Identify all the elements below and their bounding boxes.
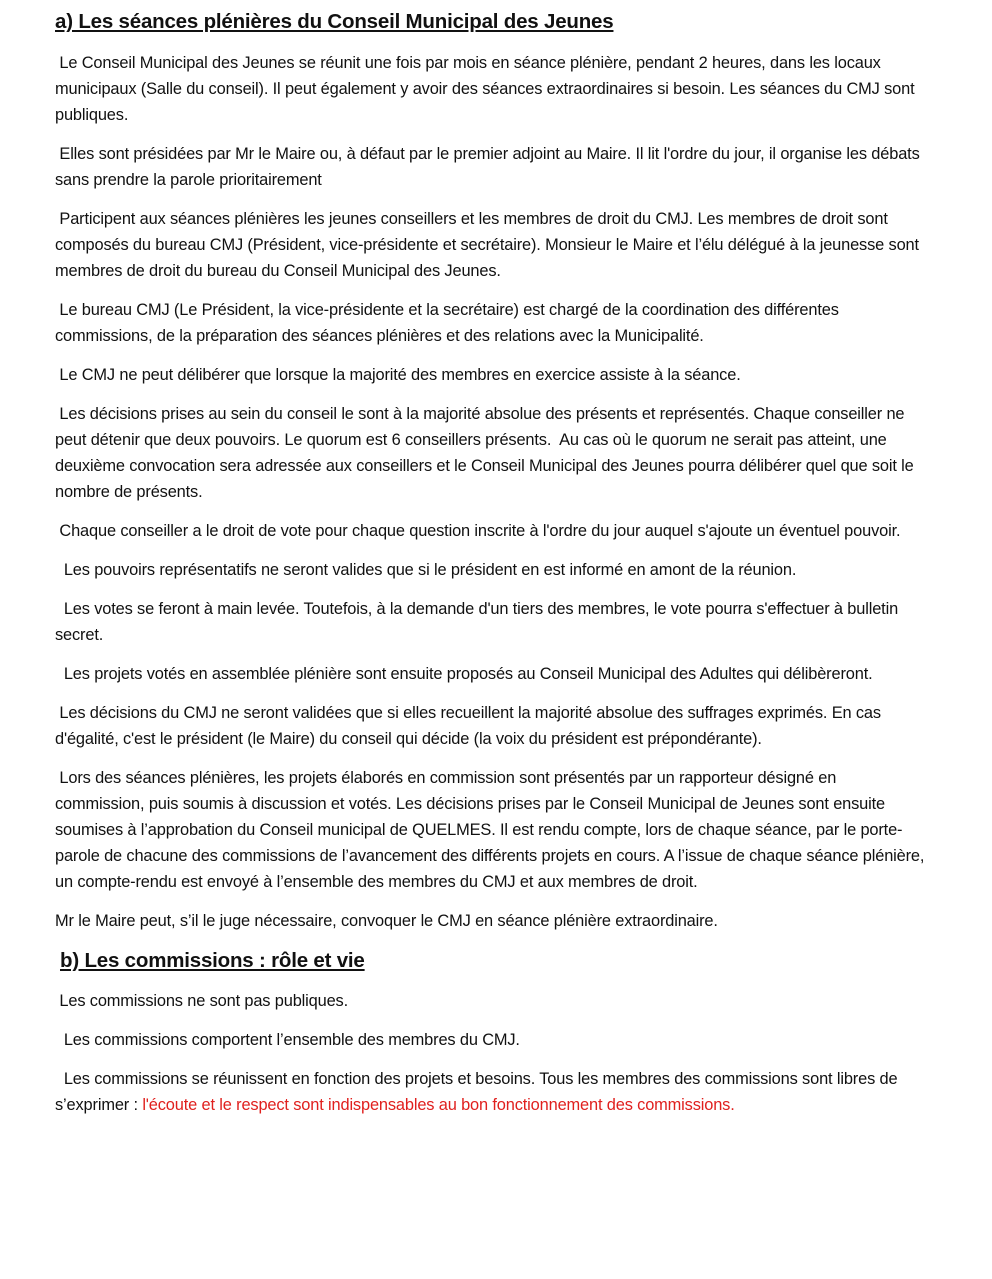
paragraph: Elles sont présidées par Mr le Maire ou, à défaut par le premier adjoint au Maire. Il lit l'ordre du jour, il organise les débats sans prendre la parole prioritairement xyxy=(55,145,925,189)
document-page xyxy=(55,8,927,1131)
paragraph: Les pouvoirs représentatifs ne seront valides que si le président en est informé en amont de la réunion. xyxy=(55,561,797,579)
paragraph: Les décisions prises au sein du conseil le sont à la majorité absolue des présents et représentés. Chaque conseiller ne peut détenir que deux pouvoirs. Le quorum est 6 conseillers présents. Au cas où le quorum ne serait pas atteint, une deuxième convocation sera adressée aux conseillers et le Conseil Municipal des Jeunes pourra délibérer quel que soit le nombre de présents. xyxy=(55,405,919,501)
section-a-heading: a) Les séances plénières du Conseil Municipal des Jeunes xyxy=(55,10,614,33)
paragraph: Les projets votés en assemblée plénière sont ensuite proposés au Conseil Municipal des Adultes qui délibèreront. xyxy=(55,665,873,683)
paragraph: Mr le Maire peut, s’il le juge nécessaire, convoquer le CMJ en séance plénière extraordinaire. xyxy=(55,912,718,930)
paragraph: Les commissions comportent l’ensemble des membres du CMJ. xyxy=(55,1031,520,1049)
last-paragraph xyxy=(55,1066,927,1118)
paragraph: Les commissions ne sont pas publiques. xyxy=(55,992,348,1010)
paragraph: Les décisions du CMJ ne seront validées que si elles recueillent la majorité absolue des suffrages exprimés. En cas d'égalité, c'est le président (le Maire) du conseil qui décide (la voix du président est prépondérante). xyxy=(55,704,886,748)
paragraph: Chaque conseiller a le droit de vote pour chaque question inscrite à l'ordre du jour auquel s'ajoute un éventuel pouvoir. xyxy=(55,522,901,540)
paragraph: Lors des séances plénières, les projets élaborés en commission sont présentés par un rapporteur désigné en commission, puis soumis à discussion et votés. Les décisions prises par le Conseil Municipal de Jeunes sont ensuite soumises à l’approbation du Conseil municipal de QUELMES. Il est rendu compte, lors de chaque séance, par le porte-parole de chacune des commissions de l’avancement des différents projets en cours. A l’issue de chaque séance plénière, un compte-rendu est envoyé à l’ensemble des membres du CMJ et aux membres de droit. xyxy=(55,769,929,891)
paragraph: Les votes se feront à main levée. Toutefois, à la demande d'un tiers des membres, le vote pourra s'effectuer à bulletin secret. xyxy=(55,600,903,644)
paragraph: Le Conseil Municipal des Jeunes se réunit une fois par mois en séance plénière, pendant 2 heures, dans les locaux municipaux (Salle du conseil). Il peut également y avoir des séances extraordinaires si besoin. Les séances du CMJ sont publiques. xyxy=(55,54,919,124)
paragraph: Le CMJ ne peut délibérer que lorsque la majorité des membres en exercice assiste à la séance. xyxy=(55,366,741,384)
paragraph: Participent aux séances plénières les jeunes conseillers et les membres de droit du CMJ. Les membres de droit sont composés du bureau CMJ (Président, vice-présidente et secrétaire). Monsieur le Maire et l’élu délégué à la jeunesse sont membres de droit du bureau du Conseil Municipal des Jeunes. xyxy=(55,210,924,280)
paragraph: Le bureau CMJ (Le Président, la vice-présidente et la secrétaire) est chargé de la coordination des différentes commissions, de la préparation des séances plénières et des relations avec la Municipalité. xyxy=(55,301,844,345)
last-paragraph-text: Les commissions se réunissent en fonction des projets et besoins. Tous les membres des commissions sont libres de s’exprimer : xyxy=(55,1070,902,1114)
highlighted-text: l'écoute et le respect sont indispensables au bon fonctionnement des commissions. xyxy=(142,1096,735,1114)
section-b-heading: b) Les commissions : rôle et vie xyxy=(60,949,365,972)
